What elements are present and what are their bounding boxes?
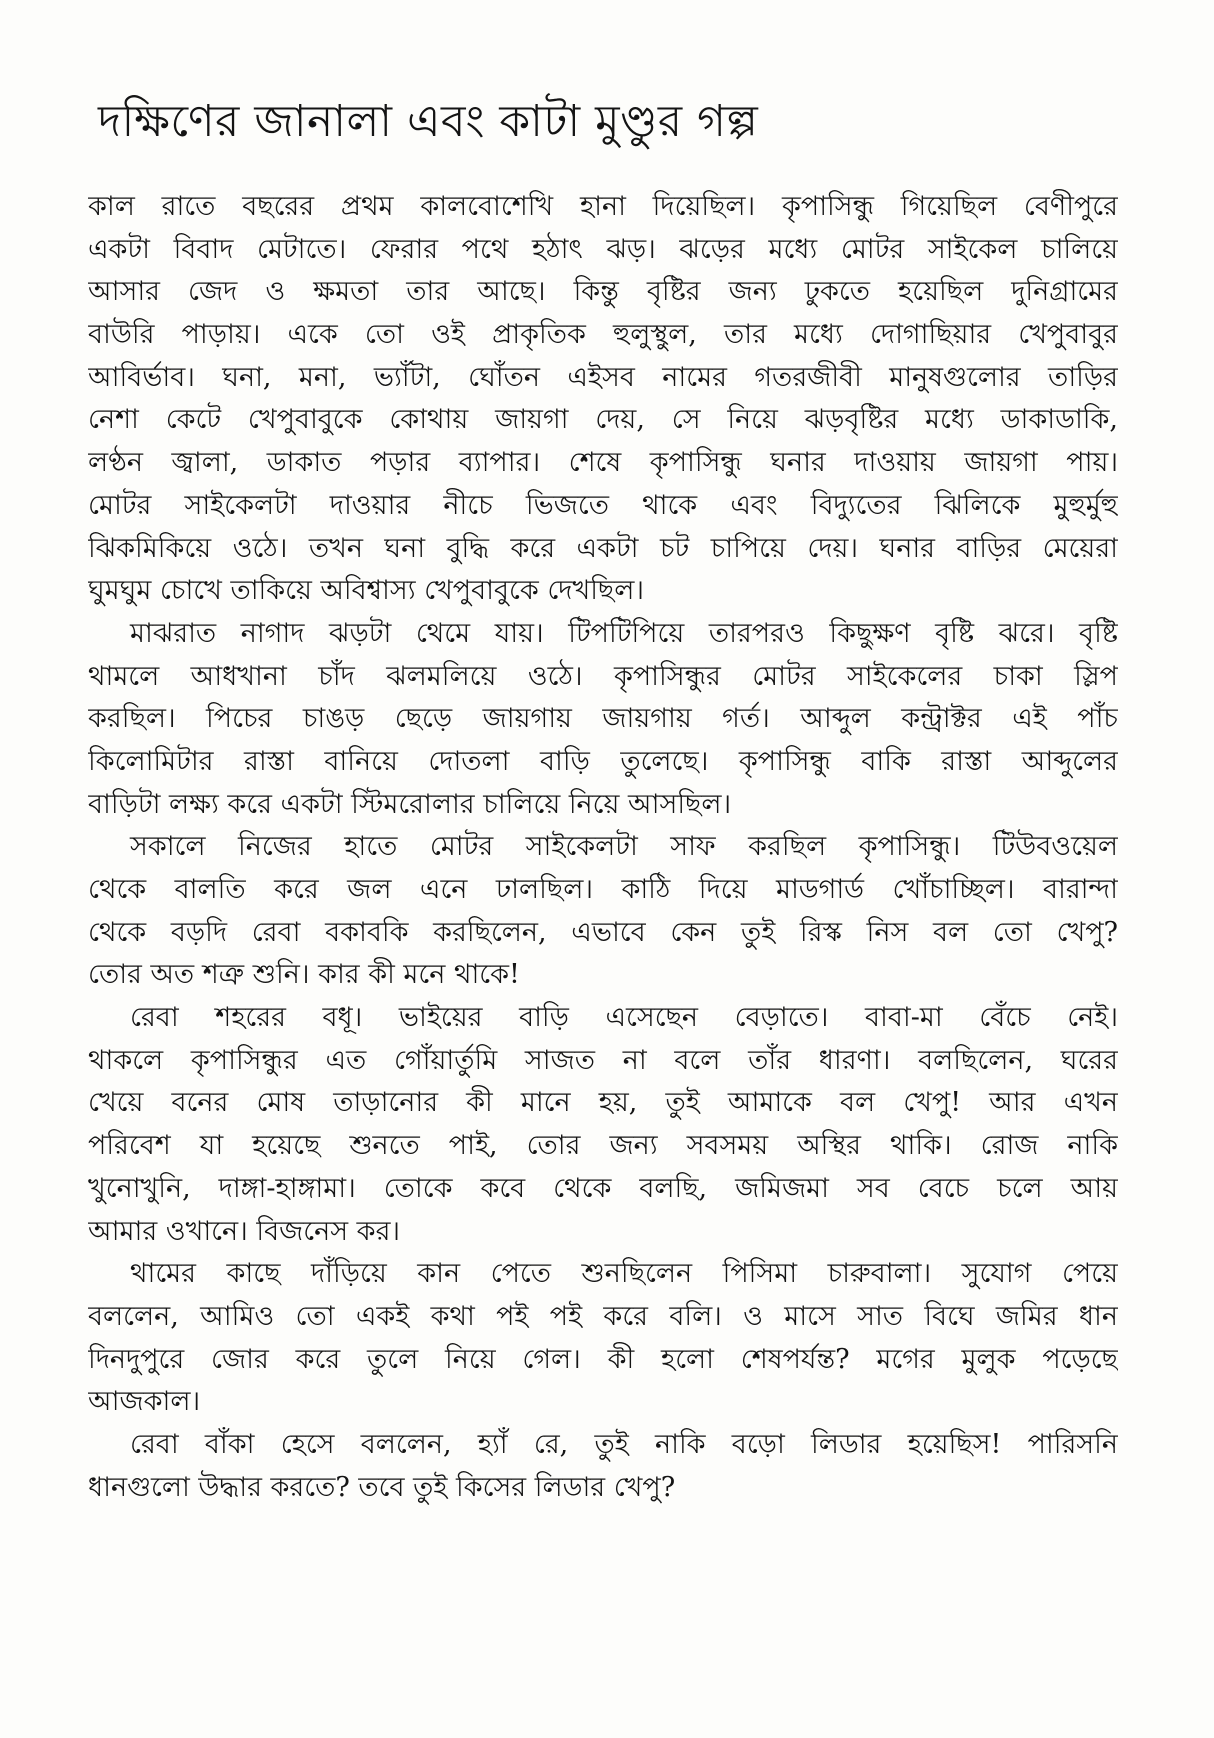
text-line: থেকে বড়দি রেবা বকাবকি করছিলেন, এভাবে কেন তুই রিস্ক নিস বল তো খেপু? <box>88 916 1118 948</box>
text-line: ঘুমঘুম চোখে তাকিয়ে অবিশ্বাস্য খেপুবাবুকে দেখছিল। <box>88 575 645 607</box>
text-line: পরিবেশ যা হয়েছে শুনতে পাই, তোর জন্য সবসময় অস্থির থাকি। রোজ নাকি <box>88 1130 1118 1162</box>
text-line: মোটর সাইকেলটা দাওয়ার নীচে ভিজতে থাকে এবং বিদ্যুতের ঝিলিকে মুহুর্মুহু <box>88 489 1118 521</box>
text-line: মাঝরাত নাগাদ ঝড়টা থেমে যায়। টিপটিপিয়ে তারপরও কিছুক্ষণ বৃষ্টি ঝরে। বৃষ্টি <box>130 617 1118 649</box>
text-line: আসার জেদ ও ক্ষমতা তার আছে। কিন্তু বৃষ্টির জন্য ঢুকতে হয়েছিল দুনিগ্রামের <box>88 276 1118 308</box>
text-line: আবির্ভাব। ঘনা, মনা, ভ্যাঁটা, ঘোঁতন এইসব নামের গতরজীবী মানুষগুলোর তাড়ির <box>88 361 1118 393</box>
story-body <box>88 186 1118 1509</box>
text-line: থেকে বালতি করে জল এনে ঢালছিল। কাঠি দিয়ে মাডগার্ড খোঁচাচ্ছিল। বারান্দা <box>88 874 1118 905</box>
text-line: রেবা বাঁকা হেসে বললেন, হ্যাঁ রে, তুই নাকি বড়ো লিডার হয়েছিস! পারিসনি <box>130 1428 1118 1460</box>
text-line: বাউরি পাড়ায়। একে তো ওই প্রাকৃতিক হুলুস্থুল, তার মধ্যে দোগাছিয়ার খেপুবাবুর <box>88 319 1118 351</box>
text-line: সকালে নিজের হাতে মোটর সাইকেলটা সাফ করছিল কৃপাসিন্ধু। টিউবওয়েল <box>130 831 1118 863</box>
text-line: খেয়ে বনের মোষ তাড়ানোর কী মানে হয়, তুই আমাকে বল খেপু! আর এখন <box>88 1087 1118 1119</box>
text-line: বললেন, আমিও তো একই কথা পই পই করে বলি। ও মাসে সাত বিঘে জমির ধান <box>88 1300 1118 1332</box>
text-line: আমার ওখানে। বিজনেস কর। <box>88 1215 401 1247</box>
text-line: ধানগুলো উদ্ধার করতে? তবে তুই কিসের লিডার খেপু? <box>88 1471 676 1503</box>
story-title: দক্ষিণের জানালা এবং কাটা মুণ্ডুর গল্প <box>98 96 759 147</box>
text-line: রেবা শহরের বধূ। ভাইয়ের বাড়ি এসেছেন বেড়াতে। বাবা-মা বেঁচে নেই। <box>130 1002 1118 1034</box>
text-line: কাল রাতে বছরের প্রথম কালবোশেখি হানা দিয়েছিল। কৃপাসিন্ধু গিয়েছিল বেণীপুরে <box>88 191 1118 222</box>
text-line: থাকলে কৃপাসিন্ধুর এত গোঁয়ার্তুমি সাজত না বলে তাঁর ধারণা। বলছিলেন, ঘরের <box>88 1044 1118 1076</box>
text-line: থামলে আধখানা চাঁদ ঝলমলিয়ে ওঠে। কৃপাসিন্ধুর মোটর সাইকেলের চাকা স্লিপ <box>88 660 1118 692</box>
text-line: আজকাল। <box>88 1386 201 1418</box>
text-line: করছিল। পিচের চাঙড় ছেড়ে জায়গায় জায়গায় গর্ত। আব্দুল কন্ট্রাক্টর এই পাঁচ <box>88 703 1118 735</box>
text-line: নেশা কেটে খেপুবাবুকে কোথায় জায়গা দেয়, সে নিয়ে ঝড়বৃষ্টির মধ্যে ডাকাডাকি, <box>88 404 1118 436</box>
text-line: একটা বিবাদ মেটাতে। ফেরার পথে হঠাৎ ঝড়। ঝড়ের মধ্যে মোটর সাইকেল চালিয়ে <box>88 233 1118 265</box>
text-line: লণ্ঠন জ্বালা, ডাকাত পড়ার ব্যাপার। শেষে কৃপাসিন্ধু ঘনার দাওয়ায় জায়গা পায়। <box>88 447 1118 479</box>
text-line: থামের কাছে দাঁড়িয়ে কান পেতে শুনছিলেন পিসিমা চারুবালা। সুযোগ পেয়ে <box>130 1258 1118 1290</box>
text-line: ঝিকমিকিয়ে ওঠে। তখন ঘনা বুদ্ধি করে একটা চট চাপিয়ে দেয়। ঘনার বাড়ির মেয়েরা <box>88 532 1118 564</box>
text-line: তোর অত শত্রু শুনি। কার কী মনে থাকে! <box>88 959 520 991</box>
text-line: বাড়িটা লক্ষ্য করে একটা স্টিমরোলার চালিয়ে নিয়ে আসছিল। <box>88 788 732 820</box>
text-line: দিনদুপুরে জোর করে তুলে নিয়ে গেল। কী হলো শেষপর্যন্ত? মগের মুলুক পড়েছে <box>88 1343 1118 1375</box>
text-line: কিলোমিটার রাস্তা বানিয়ে দোতলা বাড়ি তুলেছে। কৃপাসিন্ধু বাকি রাস্তা আব্দুলের <box>88 745 1118 777</box>
text-line: খুনোখুনি, দাঙ্গা-হাঙ্গামা। তোকে কবে থেকে বলছি, জমিজমা সব বেচে চলে আয় <box>88 1172 1118 1204</box>
